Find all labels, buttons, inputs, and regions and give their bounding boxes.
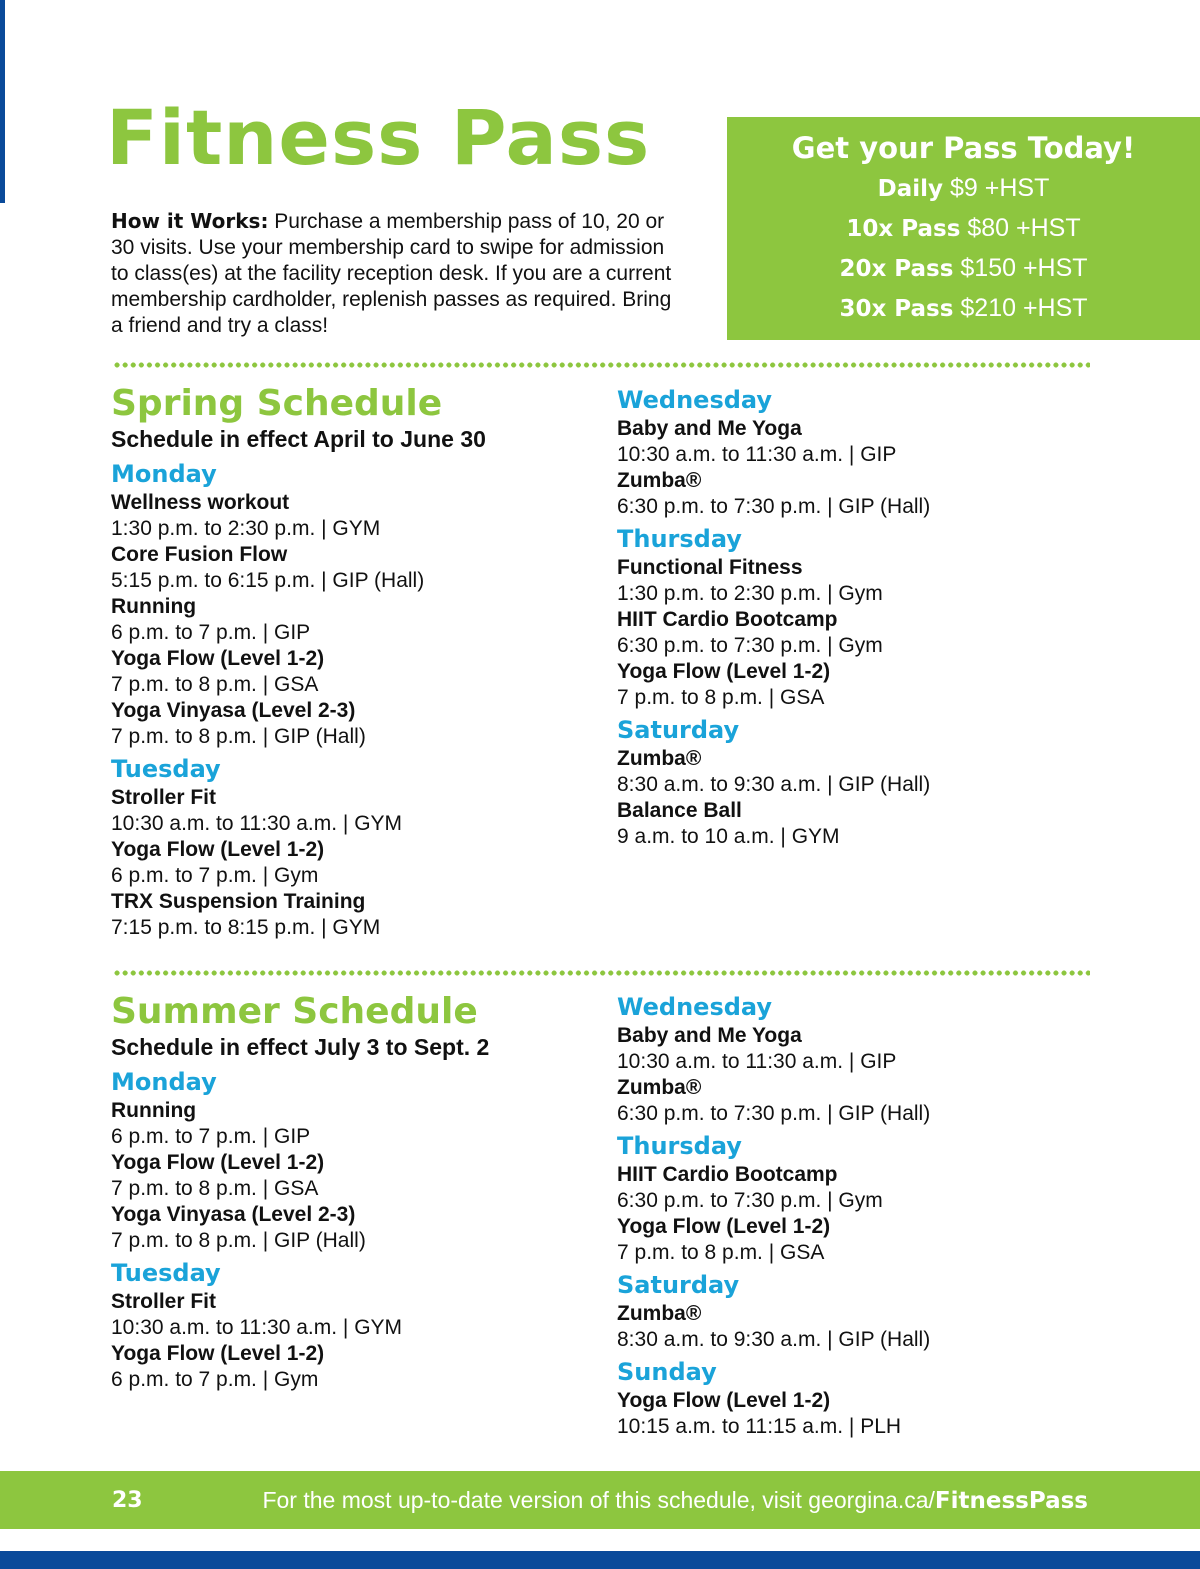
class-name: Wellness workout bbox=[111, 491, 290, 514]
class-time: 7 p.m. to 8 p.m. | GSA bbox=[111, 1177, 319, 1200]
class-name: Yoga Flow (Level 1-2) bbox=[617, 1389, 831, 1412]
class-name: Stroller Fit bbox=[111, 1290, 217, 1313]
class-name: Baby and Me Yoga bbox=[617, 1024, 802, 1047]
pass-name: 10x Pass bbox=[846, 216, 961, 242]
summer-schedule-title: Summer Schedule bbox=[111, 991, 478, 1032]
day-heading-wednesday: Wednesday bbox=[617, 386, 773, 414]
class-time: 7 p.m. to 8 p.m. | GSA bbox=[111, 673, 319, 696]
class-name: Yoga Flow (Level 1-2) bbox=[111, 838, 325, 861]
day-heading-thursday: Thursday bbox=[617, 1132, 742, 1160]
spring-schedule-left bbox=[111, 384, 581, 941]
summer-days-left bbox=[111, 1066, 581, 1393]
class-time: 10:15 a.m. to 11:15 a.m. | PLH bbox=[617, 1415, 902, 1438]
class-time: 7 p.m. to 8 p.m. | GIP (Hall) bbox=[111, 1229, 366, 1252]
class-time: 5:15 p.m. to 6:15 p.m. | GIP (Hall) bbox=[111, 569, 425, 592]
class-name: Zumba® bbox=[617, 747, 702, 770]
day-heading-monday: Monday bbox=[111, 1068, 217, 1096]
class-name: HIIT Cardio Bootcamp bbox=[617, 1163, 838, 1186]
class-time: 10:30 a.m. to 11:30 a.m. | GIP bbox=[617, 443, 897, 466]
class-time: 6:30 p.m. to 7:30 p.m. | Gym bbox=[617, 1189, 883, 1212]
day-heading-saturday: Saturday bbox=[617, 1271, 740, 1299]
pass-price: $150 +HST bbox=[960, 254, 1088, 282]
class-name: Yoga Flow (Level 1-2) bbox=[111, 1342, 325, 1365]
class-time: 7 p.m. to 8 p.m. | GSA bbox=[617, 1241, 825, 1264]
page-number: 23 bbox=[112, 1488, 143, 1513]
class-time: 1:30 p.m. to 2:30 p.m. | Gym bbox=[617, 582, 883, 605]
class-name: Zumba® bbox=[617, 1302, 702, 1325]
class-name: Running bbox=[111, 595, 197, 618]
class-time: 10:30 a.m. to 11:30 a.m. | GYM bbox=[111, 1316, 403, 1339]
dotted-divider bbox=[113, 970, 1090, 976]
class-name: Yoga Vinyasa (Level 2-3) bbox=[111, 699, 356, 722]
class-time: 6 p.m. to 7 p.m. | GIP bbox=[111, 621, 311, 644]
class-name: Core Fusion Flow bbox=[111, 543, 288, 566]
class-name: Yoga Flow (Level 1-2) bbox=[617, 1215, 831, 1238]
day-heading-monday: Monday bbox=[111, 460, 217, 488]
class-name: Yoga Flow (Level 1-2) bbox=[617, 660, 831, 683]
class-name: Running bbox=[111, 1099, 197, 1122]
how-it-works-text: Purchase a membership pass of 10, 20 or 30 visits. Use your membership card to swipe for admission to class(es) at the facility reception desk. If you are a current membership cardholder, replenish passes as required. Bring a friend and try a class! bbox=[111, 210, 672, 337]
class-time: 7:15 p.m. to 8:15 p.m. | GYM bbox=[111, 916, 381, 939]
summer-schedule-left bbox=[111, 992, 581, 1393]
dotted-divider bbox=[113, 362, 1090, 368]
pass-price-row bbox=[727, 209, 1200, 249]
day-heading-tuesday: Tuesday bbox=[111, 755, 221, 783]
class-name: Stroller Fit bbox=[111, 786, 217, 809]
pass-price: $80 +HST bbox=[967, 214, 1081, 242]
class-name: TRX Suspension Training bbox=[111, 890, 366, 913]
pass-price-row bbox=[727, 169, 1200, 209]
pass-pricing-title: Get your Pass Today! bbox=[791, 131, 1136, 165]
pass-price-row bbox=[727, 289, 1200, 329]
how-it-works-label: How it Works: bbox=[111, 209, 269, 233]
pass-pricing-list bbox=[727, 169, 1200, 329]
class-time: 1:30 p.m. to 2:30 p.m. | GYM bbox=[111, 517, 381, 540]
class-time: 6 p.m. to 7 p.m. | Gym bbox=[111, 864, 319, 887]
class-name: Zumba® bbox=[617, 1076, 702, 1099]
class-name: Functional Fitness bbox=[617, 556, 803, 579]
class-time: 10:30 a.m. to 11:30 a.m. | GYM bbox=[111, 812, 403, 835]
class-time: 6:30 p.m. to 7:30 p.m. | GIP (Hall) bbox=[617, 1102, 931, 1125]
footer-text bbox=[262, 1487, 1088, 1514]
class-time: 6:30 p.m. to 7:30 p.m. | GIP (Hall) bbox=[617, 495, 931, 518]
footer-link[interactable]: FitnessPass bbox=[934, 1488, 1088, 1514]
class-time: 6 p.m. to 7 p.m. | Gym bbox=[111, 1368, 319, 1391]
spring-days-left bbox=[111, 458, 581, 941]
class-time: 8:30 a.m. to 9:30 a.m. | GIP (Hall) bbox=[617, 1328, 931, 1351]
pass-price-row bbox=[727, 249, 1200, 289]
day-heading-thursday: Thursday bbox=[617, 525, 742, 553]
class-name: Balance Ball bbox=[617, 799, 742, 822]
spring-schedule-right bbox=[617, 384, 1137, 850]
pass-pricing-box bbox=[727, 117, 1200, 340]
spring-days-right bbox=[617, 384, 1137, 850]
edge-accent-bar bbox=[0, 0, 5, 203]
class-time: 7 p.m. to 8 p.m. | GIP (Hall) bbox=[111, 725, 366, 748]
class-name: Yoga Flow (Level 1-2) bbox=[111, 647, 325, 670]
class-name: Baby and Me Yoga bbox=[617, 417, 802, 440]
day-heading-saturday: Saturday bbox=[617, 716, 740, 744]
bottom-accent-bar bbox=[0, 1551, 1200, 1569]
class-name: Zumba® bbox=[617, 469, 702, 492]
spring-schedule-subtitle: Schedule in effect April to June 30 bbox=[111, 426, 486, 452]
class-time: 6 p.m. to 7 p.m. | GIP bbox=[111, 1125, 311, 1148]
day-heading-wednesday: Wednesday bbox=[617, 993, 773, 1021]
class-name: Yoga Flow (Level 1-2) bbox=[111, 1151, 325, 1174]
summer-schedule-subtitle: Schedule in effect July 3 to Sept. 2 bbox=[111, 1034, 490, 1060]
summer-schedule-right bbox=[617, 991, 1137, 1440]
pass-name: 30x Pass bbox=[839, 296, 954, 322]
day-heading-tuesday: Tuesday bbox=[111, 1259, 221, 1287]
class-time: 6:30 p.m. to 7:30 p.m. | Gym bbox=[617, 634, 883, 657]
class-time: 8:30 a.m. to 9:30 a.m. | GIP (Hall) bbox=[617, 773, 931, 796]
footer-bar bbox=[0, 1471, 1200, 1529]
pass-name: Daily bbox=[877, 176, 944, 202]
spring-schedule-title: Spring Schedule bbox=[111, 383, 443, 424]
pass-price: $210 +HST bbox=[960, 294, 1088, 322]
class-time: 10:30 a.m. to 11:30 a.m. | GIP bbox=[617, 1050, 897, 1073]
footer-note: For the most up-to-date version of this schedule, visit georgina.ca/ bbox=[262, 1487, 935, 1513]
day-heading-sunday: Sunday bbox=[617, 1358, 717, 1386]
class-time: 9 a.m. to 10 a.m. | GYM bbox=[617, 825, 840, 848]
summer-days-right bbox=[617, 991, 1137, 1440]
pass-name: 20x Pass bbox=[839, 256, 954, 282]
class-name: Yoga Vinyasa (Level 2-3) bbox=[111, 1203, 356, 1226]
page-title: Fitness Pass bbox=[106, 93, 651, 182]
pass-price: $9 +HST bbox=[949, 174, 1050, 202]
class-time: 7 p.m. to 8 p.m. | GSA bbox=[617, 686, 825, 709]
class-name: HIIT Cardio Bootcamp bbox=[617, 608, 838, 631]
how-it-works bbox=[111, 208, 681, 339]
